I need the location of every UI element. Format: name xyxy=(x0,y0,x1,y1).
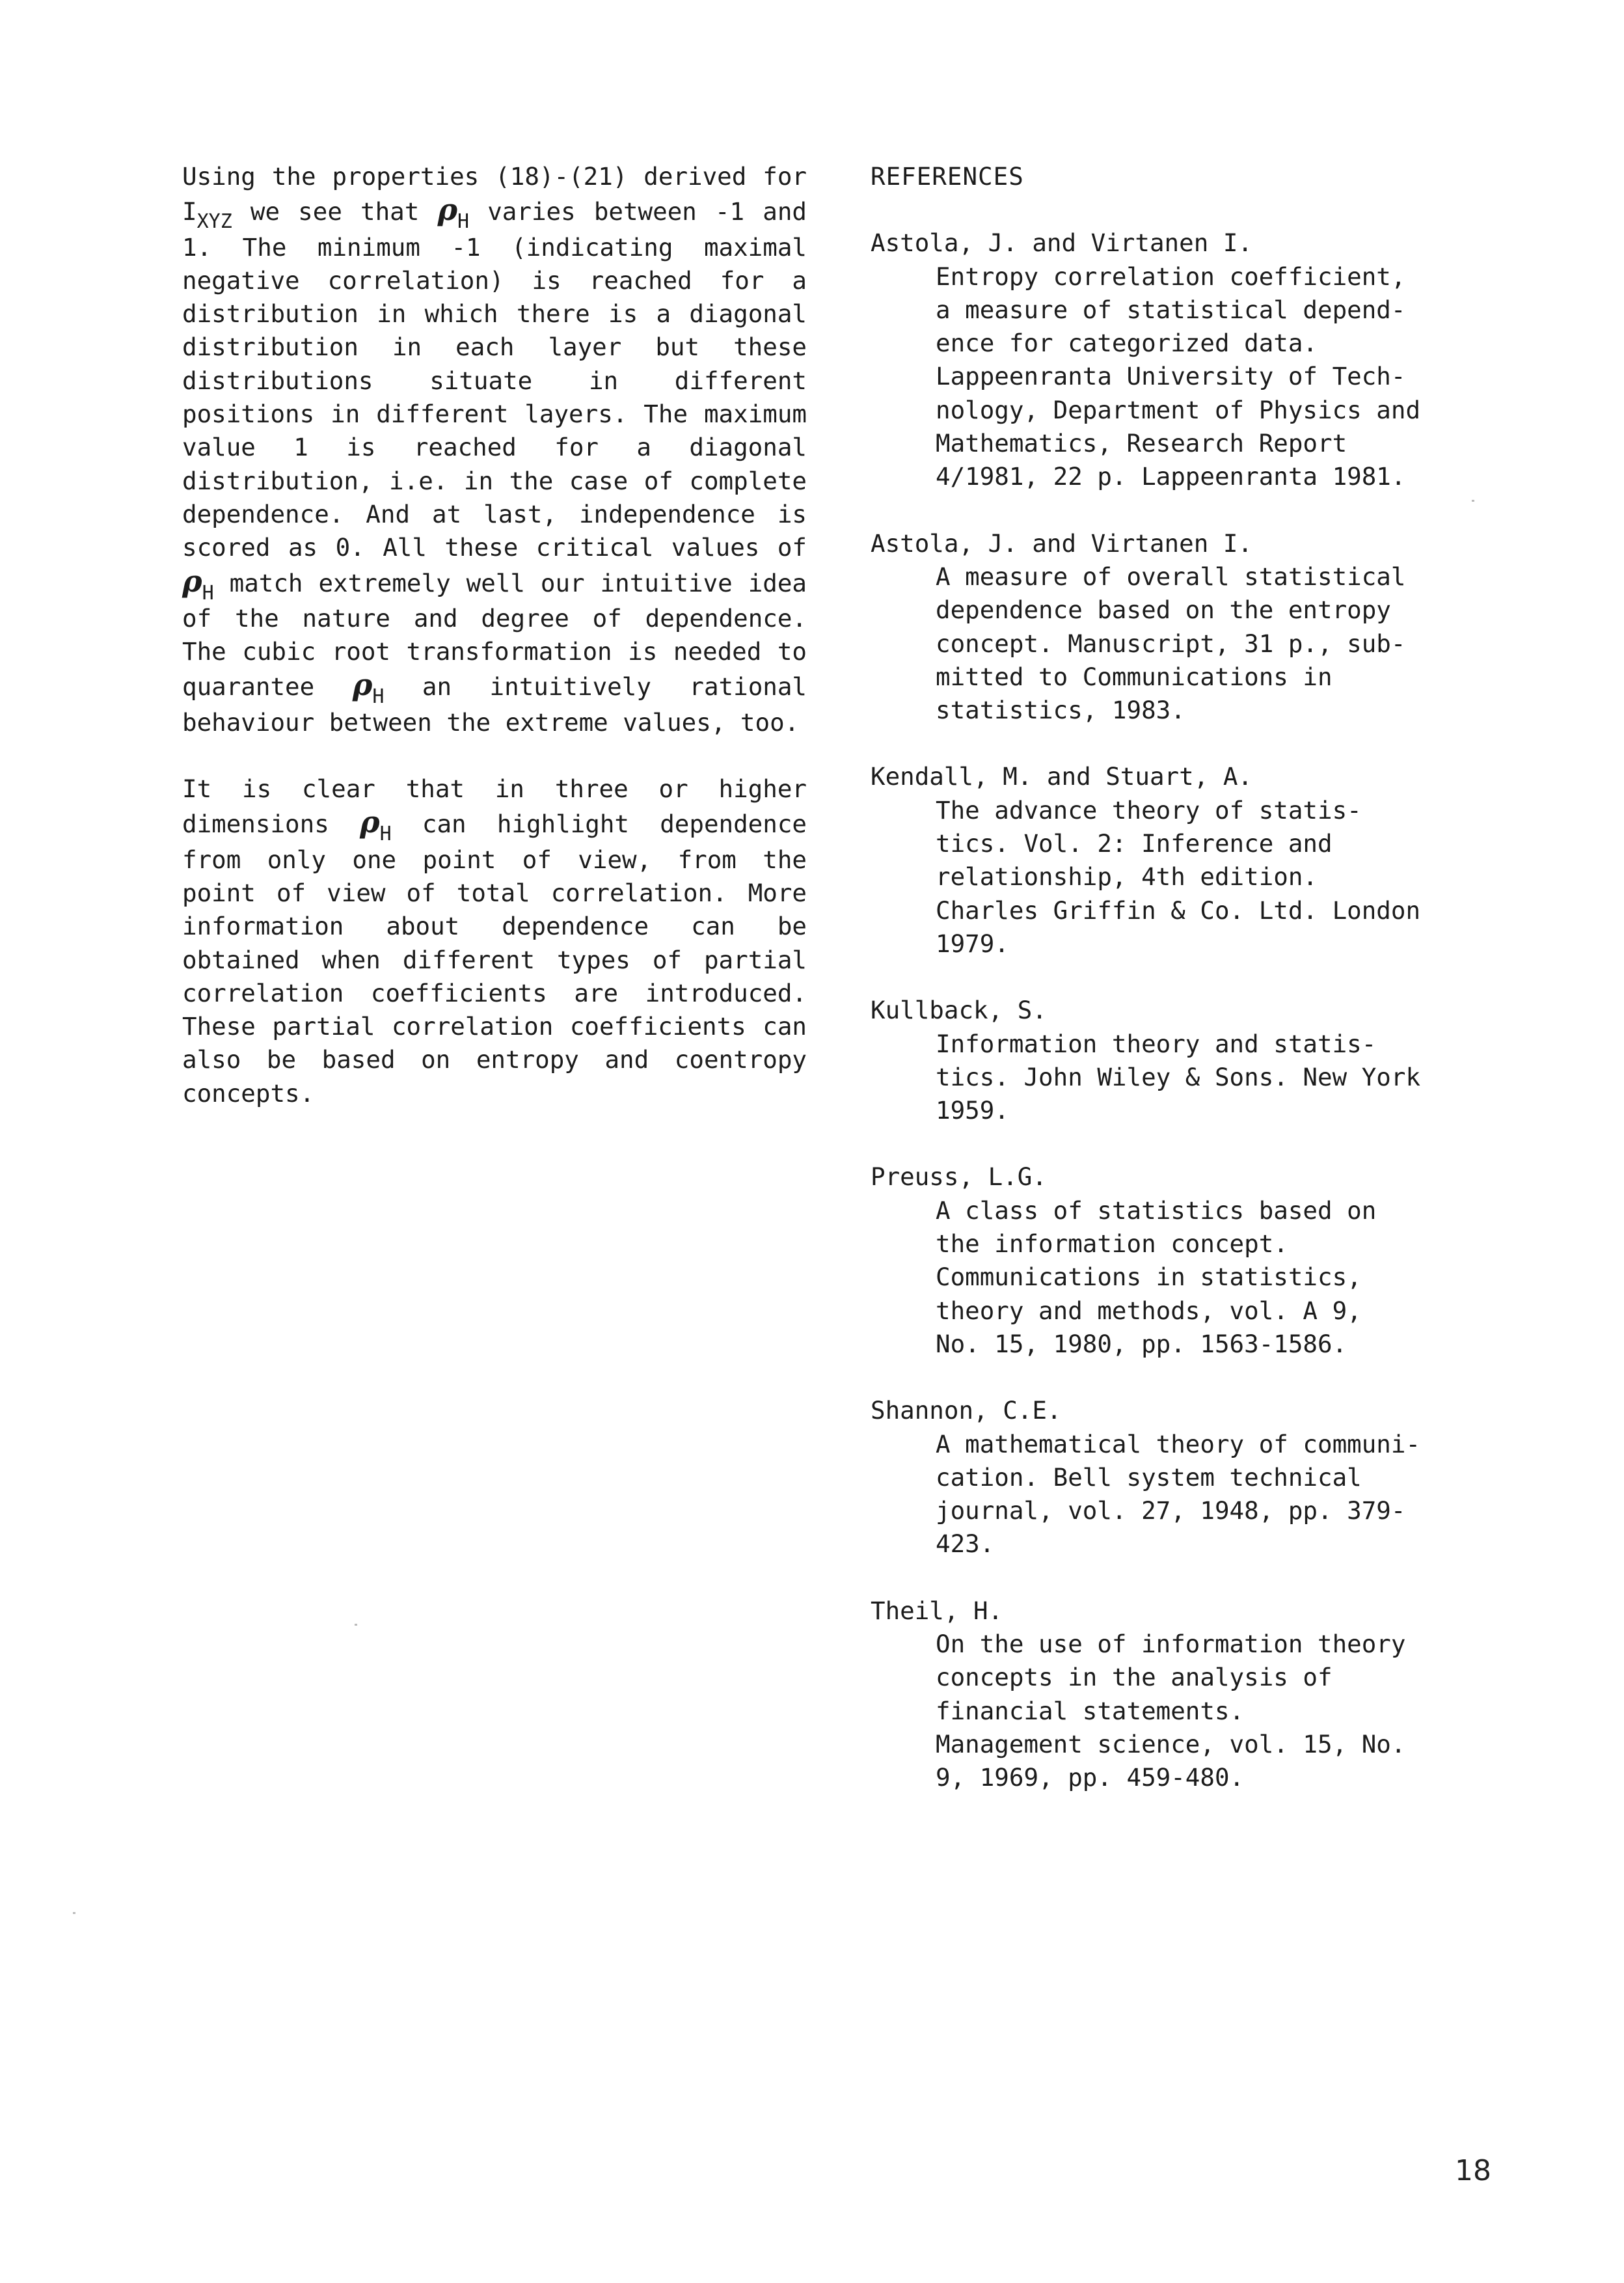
body-paragraph-2 xyxy=(182,772,807,1110)
reference-citation xyxy=(936,1194,1482,1361)
reference-line: 423. xyxy=(936,1529,995,1559)
paragraph-text: varies between -1 and 1. The minimum -1 (indicating maximal negative correlation) is reached for a distribution in which there is a diagonal distribution in each layer but these distributions situate in different positions in different layers. The maximum value 1 is reached for a diagonal distribution, i.e. in the case of complete dependence. And at last, independence is scored as 0. All these critical values of xyxy=(182,197,807,562)
reference-line: theory and methods, vol. A 9, xyxy=(936,1296,1362,1325)
reference-line: A mathematical theory of communi- xyxy=(936,1429,1421,1458)
reference-author: Astola, J. and Virtanen I. xyxy=(871,228,1252,258)
page-number: 18 xyxy=(1455,2154,1491,2187)
left-column xyxy=(182,160,807,1110)
reference-citation xyxy=(936,260,1482,494)
reference-entry xyxy=(871,1394,1482,1561)
reference-line: 1959. xyxy=(936,1096,1009,1125)
reference-entry xyxy=(871,994,1482,1127)
scan-speck xyxy=(355,1624,357,1626)
reference-author: Preuss, L.G. xyxy=(871,1162,1047,1192)
reference-line: nology, Department of Physics and xyxy=(936,395,1421,424)
reference-line: Management science, vol. 15, No. xyxy=(936,1729,1406,1758)
symbol-rho-h: $\rho_H$ xyxy=(352,667,385,709)
paragraph-text: Using the properties (18)-(21) derived for xyxy=(182,162,807,191)
reference-line: journal, vol. 27, 1948, pp. 379- xyxy=(936,1496,1406,1525)
reference-line: A class of statistics based on xyxy=(936,1196,1377,1225)
reference-line: the information concept. xyxy=(936,1229,1288,1259)
reference-author: Shannon, C.E. xyxy=(871,1396,1062,1425)
reference-author: Theil, H. xyxy=(871,1596,1003,1625)
reference-entry xyxy=(871,760,1482,961)
reference-entry xyxy=(871,527,1482,728)
reference-line: mitted to Communications in xyxy=(936,662,1333,691)
reference-line: 4/1981, 22 p. Lappeenranta 1981. xyxy=(936,462,1406,491)
reference-citation xyxy=(936,1028,1482,1128)
reference-citation xyxy=(936,560,1482,727)
reference-list xyxy=(871,226,1482,1794)
reference-line: The advance theory of statis- xyxy=(936,795,1362,825)
reference-line: Mathematics, Research Report xyxy=(936,429,1347,458)
reference-entry xyxy=(871,1160,1482,1361)
reference-line: A measure of overall statistical xyxy=(936,562,1406,591)
paragraph-text: match extremely well our intuitive idea of the nature and degree of dependence. The cubic root transformation is needed to quarantee xyxy=(182,568,807,702)
reference-author: Kullback, S. xyxy=(871,996,1047,1025)
reference-citation xyxy=(936,1428,1482,1561)
reference-line: On the use of information theory xyxy=(936,1629,1406,1658)
reference-entry xyxy=(871,1594,1482,1795)
paragraph-text: can highlight dependence from only one point of view, from the point of view of total correlation. More information about dependence can be obtained when different types of partial correlation coefficients are introduced. These partial correlation coefficients can also be based on entropy and coentropy concepts. xyxy=(182,810,807,1108)
paragraph-text: we see that xyxy=(250,197,420,226)
reference-line: dependence based on the entropy xyxy=(936,595,1391,625)
body-paragraph-1 xyxy=(182,160,807,739)
reference-citation xyxy=(936,794,1482,961)
reference-line: No. 15, 1980, pp. 1563-1586. xyxy=(936,1329,1347,1358)
reference-line: tics. John Wiley & Sons. New York xyxy=(936,1062,1421,1091)
scan-speck xyxy=(1472,500,1474,502)
symbol-ixyz: $I_{XYZ}$ xyxy=(182,197,232,234)
reference-line: concept. Manuscript, 31 p., sub- xyxy=(936,629,1406,658)
reference-line: Lappeenranta University of Tech- xyxy=(936,362,1406,391)
reference-author: Astola, J. and Virtanen I. xyxy=(871,528,1252,558)
reference-line: relationship, 4th edition. xyxy=(936,862,1318,892)
reference-line: 9, 1969, pp. 459-480. xyxy=(936,1763,1245,1792)
paragraph-text: an intuitively rational behaviour between the extreme values, too. xyxy=(182,672,807,737)
reference-line: Entropy correlation coefficient, xyxy=(936,262,1406,291)
reference-line: Communications in statistics, xyxy=(936,1263,1362,1292)
reference-line: tics. Vol. 2: Inference and xyxy=(936,829,1333,858)
symbol-rho-h: $\rho_H$ xyxy=(437,192,470,234)
symbol-rho-h: $\rho_H$ xyxy=(360,804,392,846)
references-heading: REFERENCES xyxy=(871,162,1024,191)
reference-line: Information theory and statis- xyxy=(936,1029,1377,1058)
symbol-rho-h: $\rho_H$ xyxy=(182,563,214,605)
reference-line: concepts in the analysis of xyxy=(936,1663,1333,1692)
reference-line: Charles Griffin & Co. Ltd. London xyxy=(936,895,1421,925)
reference-entry xyxy=(871,226,1482,493)
reference-line: financial statements. xyxy=(936,1696,1245,1725)
paragraph-text: It is clear that in three or higher dimensions xyxy=(182,774,807,839)
reference-author: Kendall, M. and Stuart, A. xyxy=(871,762,1252,791)
reference-citation xyxy=(936,1628,1482,1794)
references-column xyxy=(871,160,1482,1827)
scan-speck xyxy=(73,1912,75,1914)
reference-line: cation. Bell system technical xyxy=(936,1462,1362,1492)
reference-line: ence for categorized data. xyxy=(936,329,1318,358)
reference-line: statistics, 1983. xyxy=(936,696,1185,725)
reference-line: a measure of statistical depend- xyxy=(936,295,1406,324)
reference-line: 1979. xyxy=(936,929,1009,958)
